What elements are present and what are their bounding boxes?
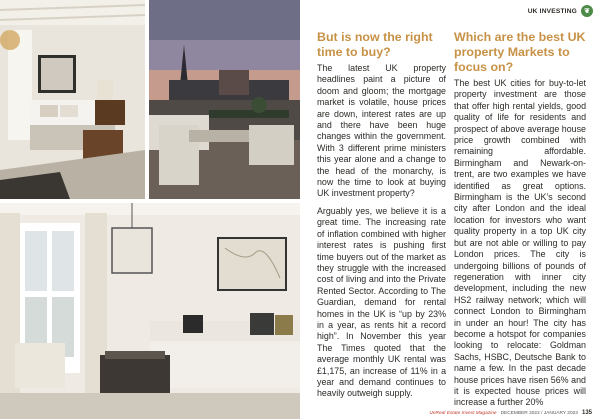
column-2-heading: Which are the best UK property Markets to focus on?: [454, 30, 586, 74]
leaf-icon: ❦: [581, 5, 593, 17]
column-2-paragraph: The best UK cities for buy-to-let property investment are those that offer high rental yields, good quality of life for residents and prospect of above average house price growth combined with remaining affordable. Birmingham and Newark-on-trent, are two examples we have identified as great options. Birmingham is the UK’s second city after London and the ideal location for investors who want quality property in a top UK city but are not able or willing to pay London prices. The city is undergoing billions of pounds of regeneration with inner city development, including the new HS2 railway network; which will connect London to Birmingham in under an hour! The city has become a hotspot for companies looking to relocate: Goldman Sachs, HSBC, Deutsche Bank to name a few. In the past decade house prices have risen 56% and it is expected house prices will increase a further 20%: [454, 78, 586, 408]
bedroom-photo: [0, 0, 145, 199]
article-column-1: [317, 30, 446, 406]
page-number: 135: [581, 410, 592, 416]
living-room-photo: [0, 203, 300, 419]
column-1-paragraph: Arguably yes, we believe it is a great time. The increasing rate of inflation combined with higher interest rates is pushing first time buyers out of the market as they struggle with the increased cost of living and into the Private Rented Sector. According to The Guardian, demand for rental homes in the UK is “up by 23% in a year, as rents hit a record high”. In November this year The Times quoted that the average monthly UK rental was £1,175, an increase of 11% in a year and demand continues to heavily outweigh supply.: [317, 205, 446, 399]
column-1-paragraph: The latest UK property headlines paint a picture of doom and gloom; the mortgage market is volatile, house prices are down, interest rates are up and there have been huge changes within the government. With 3 different prime ministers this year alone and a change to the head of the monarchy, is now the time to look at buying UK investment property?: [317, 63, 446, 199]
section-label: UK INVESTING: [527, 7, 577, 15]
section-header: [528, 5, 593, 17]
magazine-name: UnReal Estate Invest Magazine: [429, 410, 497, 416]
issue-date: DECEMBER 2022 / JANUARY 2023: [500, 410, 578, 416]
column-1-heading: But is now the right time to buy?: [317, 30, 433, 59]
rooftop-terrace-photo: [149, 0, 300, 199]
page-footer: [429, 410, 592, 416]
article-column-2: [454, 30, 586, 415]
